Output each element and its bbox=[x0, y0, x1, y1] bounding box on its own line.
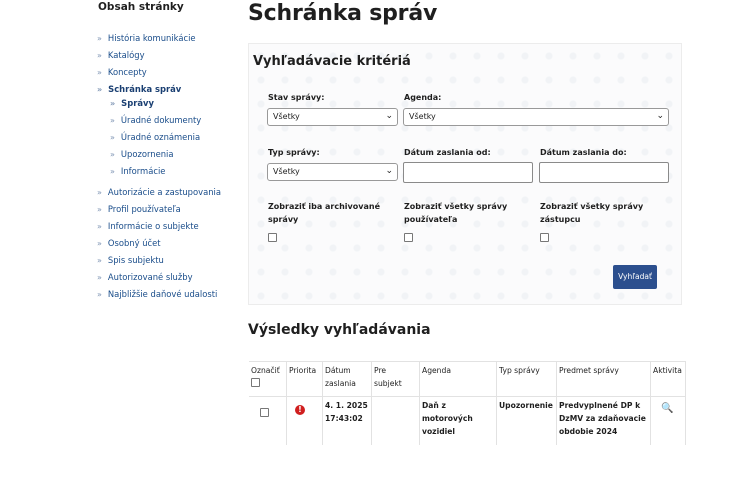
row-aktivita bbox=[651, 397, 686, 446]
datum-do-label: Dátum zaslania do: bbox=[540, 148, 627, 157]
sidebar-item-autorizovane-sluzby[interactable]: » Autorizované služby bbox=[97, 272, 193, 282]
col-datum: Dátum zaslania bbox=[323, 362, 372, 397]
bullet-icon: » bbox=[97, 290, 102, 299]
vsetky-pouzivatela-label: Zobraziť všetky správy používateľa bbox=[404, 202, 508, 224]
sidebar-item-upozornenia[interactable]: » Upozornenia bbox=[110, 149, 174, 159]
bullet-icon: » bbox=[97, 85, 103, 94]
agenda-label: Agenda: bbox=[404, 93, 442, 102]
row-typ: Upozornenie bbox=[497, 397, 557, 446]
bullet-icon: » bbox=[97, 188, 102, 197]
bullet-icon: » bbox=[97, 222, 102, 231]
sidebar-item-informacie[interactable]: » Informácie bbox=[110, 166, 166, 176]
sidebar-item-osobny-ucet[interactable]: » Osobný účet bbox=[97, 238, 161, 248]
bullet-icon: » bbox=[97, 34, 102, 43]
datum-do-input[interactable] bbox=[539, 162, 669, 183]
results-title: Výsledky vyhľadávania bbox=[248, 322, 431, 338]
sidebar-item-historia[interactable]: » História komunikácie bbox=[97, 33, 196, 43]
row-checkbox[interactable] bbox=[260, 408, 269, 417]
sidebar-item-koncepty[interactable]: » Koncepty bbox=[97, 67, 147, 77]
col-pre-subjekt: Pre subjekt bbox=[372, 362, 420, 397]
table-row[interactable] bbox=[249, 397, 686, 446]
sidebar-item-spravy[interactable]: » Správy bbox=[110, 98, 154, 108]
datum-od-label: Dátum zaslania od: bbox=[404, 148, 491, 157]
select-all-checkbox[interactable] bbox=[251, 378, 260, 387]
col-aktivita: Aktivita bbox=[651, 362, 686, 397]
bullet-icon: » bbox=[97, 51, 102, 60]
vsetky-pouzivatela-checkbox[interactable] bbox=[404, 233, 413, 242]
bullet-icon: » bbox=[97, 205, 102, 214]
bullet-icon: » bbox=[97, 239, 102, 248]
bullet-icon: » bbox=[110, 116, 115, 125]
agenda-select[interactable]: Všetky ⌄ bbox=[403, 108, 669, 126]
search-button[interactable]: Vyhľadať bbox=[613, 265, 657, 289]
chevron-down-icon: ⌄ bbox=[385, 111, 393, 121]
chevron-down-icon: ⌄ bbox=[656, 111, 664, 121]
col-typ: Typ správy bbox=[497, 362, 557, 397]
datum-od-input[interactable] bbox=[403, 162, 533, 183]
vsetky-zastupcu-label: Zobraziť všetky správy zástupcu bbox=[540, 202, 644, 224]
bullet-icon: » bbox=[110, 167, 115, 176]
row-priority-cell bbox=[287, 397, 323, 446]
bullet-icon: » bbox=[97, 273, 102, 282]
results-table bbox=[249, 361, 686, 445]
stav-select[interactable]: Všetky ⌄ bbox=[267, 108, 398, 126]
sidebar-item-autorizacie[interactable]: » Autorizácie a zastupovania bbox=[97, 187, 221, 197]
row-pre-subjekt bbox=[372, 397, 420, 446]
col-oznacit: Označiť bbox=[249, 362, 287, 397]
row-datum: 4. 1. 2025 17:43:02 bbox=[323, 397, 372, 446]
sidebar-item-uradne-dokumenty[interactable]: » Úradné dokumenty bbox=[110, 115, 202, 125]
sidebar-item-uradne-oznamenia[interactable]: » Úradné oznámenia bbox=[110, 132, 201, 142]
row-predmet: Predvyplnené DP k DzMV za zdaňovacie obdobie 2024 bbox=[557, 397, 651, 446]
bullet-icon: » bbox=[97, 256, 102, 265]
search-panel bbox=[248, 43, 682, 305]
magnifier-icon[interactable]: 🔍 bbox=[661, 403, 674, 414]
bullet-icon: » bbox=[97, 68, 102, 77]
col-agenda: Agenda bbox=[420, 362, 497, 397]
archiv-checkbox[interactable] bbox=[268, 233, 277, 242]
sidebar-item-info-subjekt[interactable]: » Informácie o subjekte bbox=[97, 221, 199, 231]
sidebar-title: Obsah stránky bbox=[98, 1, 184, 13]
priority-alert-icon: ! bbox=[295, 405, 305, 415]
bullet-icon: » bbox=[110, 99, 116, 108]
sidebar-item-danove-udalosti[interactable]: » Najbližšie daňové udalosti bbox=[97, 289, 218, 299]
archiv-label: Zobraziť iba archivované správy bbox=[268, 202, 380, 224]
page-title: Schránka správ bbox=[248, 1, 438, 26]
row-agenda: Daň z motorových vozidiel bbox=[420, 397, 497, 446]
stav-label: Stav správy: bbox=[268, 93, 325, 102]
chevron-down-icon: ⌄ bbox=[385, 166, 393, 176]
sidebar-item-spis[interactable]: » Spis subjektu bbox=[97, 255, 164, 265]
typ-label: Typ správy: bbox=[268, 148, 320, 157]
typ-select[interactable]: Všetky ⌄ bbox=[267, 163, 398, 181]
vsetky-zastupcu-checkbox[interactable] bbox=[540, 233, 549, 242]
search-panel-title: Vyhľadávacie kritériá bbox=[253, 54, 411, 69]
table-header-row bbox=[249, 362, 686, 397]
sidebar-item-schranka[interactable]: » Schránka správ bbox=[97, 84, 182, 94]
sidebar-item-katalogy[interactable]: » Katalógy bbox=[97, 50, 145, 60]
col-priorita: Priorita bbox=[287, 362, 323, 397]
row-select-cell bbox=[249, 397, 287, 446]
bullet-icon: » bbox=[110, 150, 115, 159]
bullet-icon: » bbox=[110, 133, 115, 142]
col-predmet: Predmet správy bbox=[557, 362, 651, 397]
sidebar-item-profil[interactable]: » Profil používateľa bbox=[97, 204, 181, 214]
